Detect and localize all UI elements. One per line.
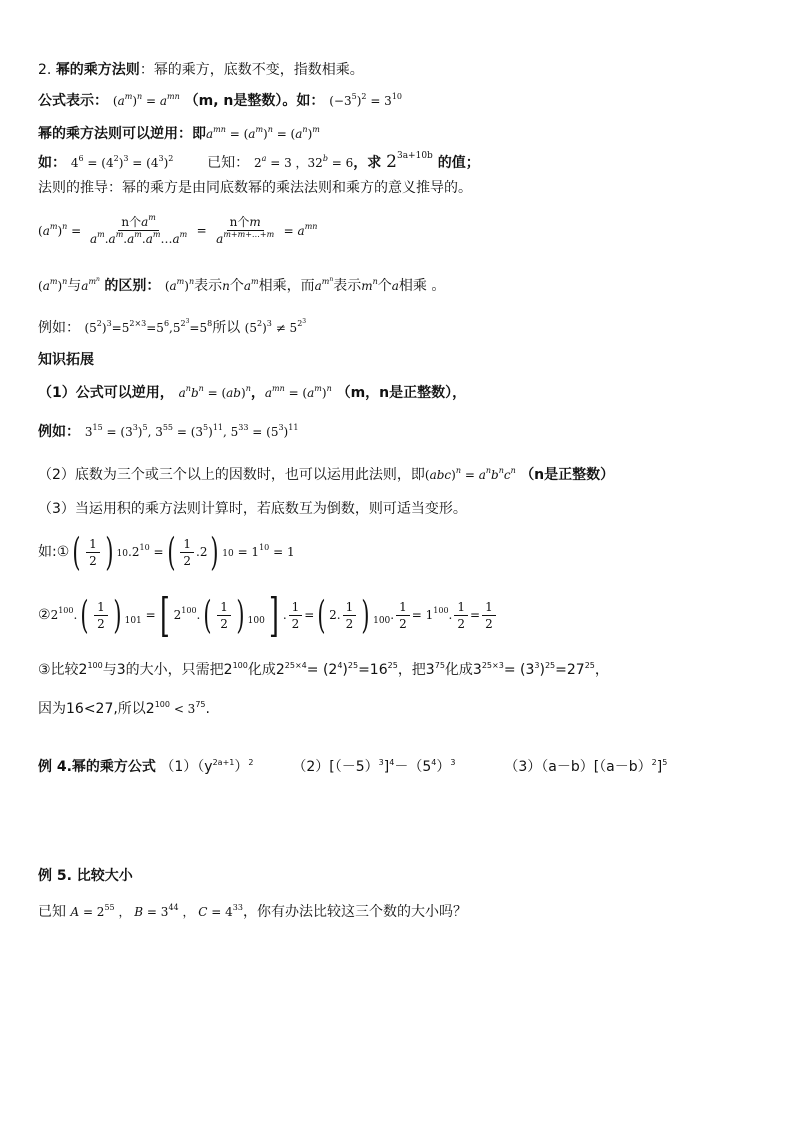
ext-item-1-condition: （m，n是正整数）， xyxy=(336,385,467,401)
ex4-p2m: －（5 xyxy=(394,759,432,775)
derivation-fraction-2: $\frac{\text{n个m}}{a^{m+m+\dots+m}}$ xyxy=(216,215,275,246)
ex5-q2: ，你有办法比较这三个数的大小吗？ xyxy=(242,904,467,920)
difference-line: $(a^m)^n$与$a^{m^n}$ 的区别： $(a^m)^n$表示n个$a^m$相乘，而$a^{m^n}$表示$m^n$个a相乘 。 xyxy=(38,276,446,294)
c3b-lt: < 3 xyxy=(170,702,196,716)
reverse-math: $a^{mn} = (a^m)^n = (a^n)^m$ xyxy=(206,125,320,141)
derivation-fraction-1: $\frac{n个a^m}{a^m.a^m.a^m.a^m\dots a^m}$ xyxy=(89,213,188,246)
extension-item-1: （1）公式可以逆用， $a^nb^n = (ab)^n$，$a^{mn} = (a^m)^n$ （m，n是正整数）， xyxy=(38,384,467,401)
example-4-part-1 xyxy=(160,759,253,775)
c3-h: 化成3 xyxy=(444,662,482,678)
ex4-p3c: ] xyxy=(656,759,663,775)
c3-g: ，把3 xyxy=(397,662,435,678)
ex4-p1e: 2a+1 xyxy=(212,758,235,767)
therefore-word: 所以 xyxy=(212,320,241,336)
formula-line xyxy=(38,91,402,111)
example-5-title: 例 5. 比较大小 xyxy=(38,868,133,884)
ext-item-1-text: （1）公式可以逆用， xyxy=(38,385,174,401)
eg-line: 例如： $(5^2)^3=5^{2\times 3}=5^6,5^{2^3}=5^8$所以 $(5^2)^3 \ne 5^{2^3}$ xyxy=(38,318,307,336)
ex4-p1: （1）（y xyxy=(160,759,213,775)
ex4-p3: （3）（a－b）[（a－b） xyxy=(504,759,652,775)
c3b-dot: . xyxy=(205,701,210,717)
c3-b: 与3的大小，只需把2 xyxy=(102,662,233,678)
reverse-label: 幂的乘方法则可以逆用：即 xyxy=(38,126,206,142)
example-5-question: 已知 $A = 2^{55}$ ， $B = 3^{44}$ ， $C = 4^{33}$，你有办法比较这三个数的大小吗？ xyxy=(38,903,467,920)
ask-label: ，求 xyxy=(353,155,382,171)
example-prefix: 如： xyxy=(38,155,66,171)
example-4-part-3 xyxy=(504,759,667,775)
case-1-formula: 如: ① ( $\frac{1}{2}$ ) 10 $.2^{10}$ = ( $\frac{1}{2}$ .2 ) 10 = $1^{10} = 1$ xyxy=(38,530,295,574)
formula-example: $(-3^5)^2 = 3^{10}$ xyxy=(329,92,403,108)
ex4-p2c: ] xyxy=(383,759,390,775)
circle-1: ① xyxy=(56,544,70,560)
ex4-p2: （2）[（－5） xyxy=(292,759,379,775)
c3-j: ) xyxy=(539,662,545,678)
ex4-p1c: ） xyxy=(234,759,249,775)
ex4-p2s2: 3 xyxy=(450,758,456,767)
formula-math: $(a^m)^n = a^{mn}$ xyxy=(112,92,180,108)
case-1-prefix: 如: xyxy=(38,544,57,560)
extension-item-2: （2）底数为三个或三个以上的因数时，也可以运用此法则，即$(abc)^n = a^nb^nc^n$ （n是正整数） xyxy=(38,466,615,483)
colon: ： xyxy=(139,62,154,78)
extension-example: 例如： $3^{15} = (3^3)^5$, $3^{55} = (3^5)^{11}$, $5^{33} = (5^3)^{11}$ xyxy=(38,423,299,440)
c3b-text: 因为16<27,所以2 xyxy=(38,701,155,717)
c3-c: 化成2 xyxy=(247,662,285,678)
reverse-line xyxy=(38,124,320,144)
example-math-1: $4^6 = (4^2)^3 = (4^3)^2$ xyxy=(70,154,174,170)
formula-condition: （m, n是整数）。如： xyxy=(184,93,325,109)
derivation-text: 法则的推导：幂的乘方是由同底数幂的乘法法则和乘方的意义推导的。 xyxy=(38,180,472,196)
circle-2: ② xyxy=(38,607,51,623)
given-math: $2^a = 3$ ，$32^b = 6$ xyxy=(253,154,354,170)
c3-f: =16 xyxy=(358,662,388,678)
diff-text-6: 相乘 。 xyxy=(398,278,446,294)
c3-a: ③比较2 xyxy=(38,662,88,678)
example-line xyxy=(38,152,480,173)
ask-tail: 的值； xyxy=(437,155,480,171)
c3-e: ) xyxy=(342,662,348,678)
ex4-p1s: 2 xyxy=(248,758,254,767)
diff-text-2: 个 xyxy=(229,278,244,294)
ext-eg-label: 例如： xyxy=(38,424,80,440)
c3-k: =27 xyxy=(555,662,585,678)
derivation-formula: $(a^m)^n$ = $\frac{n个a^m}{a^m.a^m.a^m.a^m\dots a^m}$ = $\frac{\text{n个m}}{a^{m+m+\dots+m}}$ = $a^{mn}$ xyxy=(38,213,318,246)
diff-text-1: 表示 xyxy=(194,278,223,294)
ex4-p2e: 3 xyxy=(378,758,384,767)
n-ge-label: n个 xyxy=(121,215,142,229)
diff-text-5: 个 xyxy=(377,278,392,294)
ext-item-2-text: （2）底数为三个或三个以上的因数时，也可以运用此法则，即 xyxy=(38,467,425,483)
c3-l: ， xyxy=(594,662,609,678)
rule-statement xyxy=(38,60,364,80)
diff-text-4: 表示 xyxy=(333,278,362,294)
ex4-p3s: 5 xyxy=(662,758,668,767)
case-3-text: ③比较$2^{100}$与3的大小，只需把$2^{100}$化成$2^{25\times 4}= (2^4)^{25}=16^{25}$，把$3^{75}$化成$3^{25\times 3}= (3^3)^{25}=27^{25}$， xyxy=(38,661,609,678)
n-ge-label-2: n个 xyxy=(229,215,250,229)
given-label: 已知： xyxy=(207,155,250,171)
case-3-conclusion: 因为16<27,所以$2^{100} < 3^{75}$. xyxy=(38,700,210,717)
c3-i: = (3 xyxy=(503,662,535,678)
ex4-p2c2: ） xyxy=(436,759,451,775)
ex4-p3e: 2 xyxy=(651,758,657,767)
formula-label: 公式表示： xyxy=(38,93,108,109)
difference-label: 的区别： xyxy=(104,278,161,294)
ex4-p2s: 4 xyxy=(389,758,395,767)
case-2-formula: ② $2^{100}$. ( $\frac{1}{2}$ ) 101 = [ $2^{100}$. ( $\frac{1}{2}$ ) 100 ] . $\frac{1}{2}$ = ( 2. $\frac{1}{2}$ ) 100 . $\frac{1}{2}$ = $1^{100}$. $\frac{1}{2}$ = $\frac{1}{2}$ xyxy=(38,590,498,640)
ext-item-2-condition: （n是正整数） xyxy=(520,467,615,483)
c3-d: = (2 xyxy=(306,662,338,678)
example-4-title: 例 4.幂的乘方公式 xyxy=(38,759,156,775)
ex4-p2e2: 4 xyxy=(431,758,437,767)
example-4-part-2 xyxy=(292,759,455,775)
and-word: 与 xyxy=(67,278,82,294)
ex5-q1: 已知 xyxy=(38,904,66,920)
extension-title: 知识拓展 xyxy=(38,352,94,368)
diff-text-3: 相乘，而 xyxy=(258,278,315,294)
example-4 xyxy=(38,757,667,777)
rule-description: 幂的乘方，底数不变，指数相乘。 xyxy=(153,62,364,78)
ask-expression: $2^{3a+10b}$ xyxy=(386,151,433,172)
extension-item-3: （3）当运用积的乘方法则计算时，若底数互为倒数，则可适当变形。 xyxy=(38,501,467,517)
eg-prefix: 例如： xyxy=(38,320,80,336)
section-number: 2. xyxy=(38,62,52,78)
section-title: 幂的乘方法则 xyxy=(55,62,140,78)
